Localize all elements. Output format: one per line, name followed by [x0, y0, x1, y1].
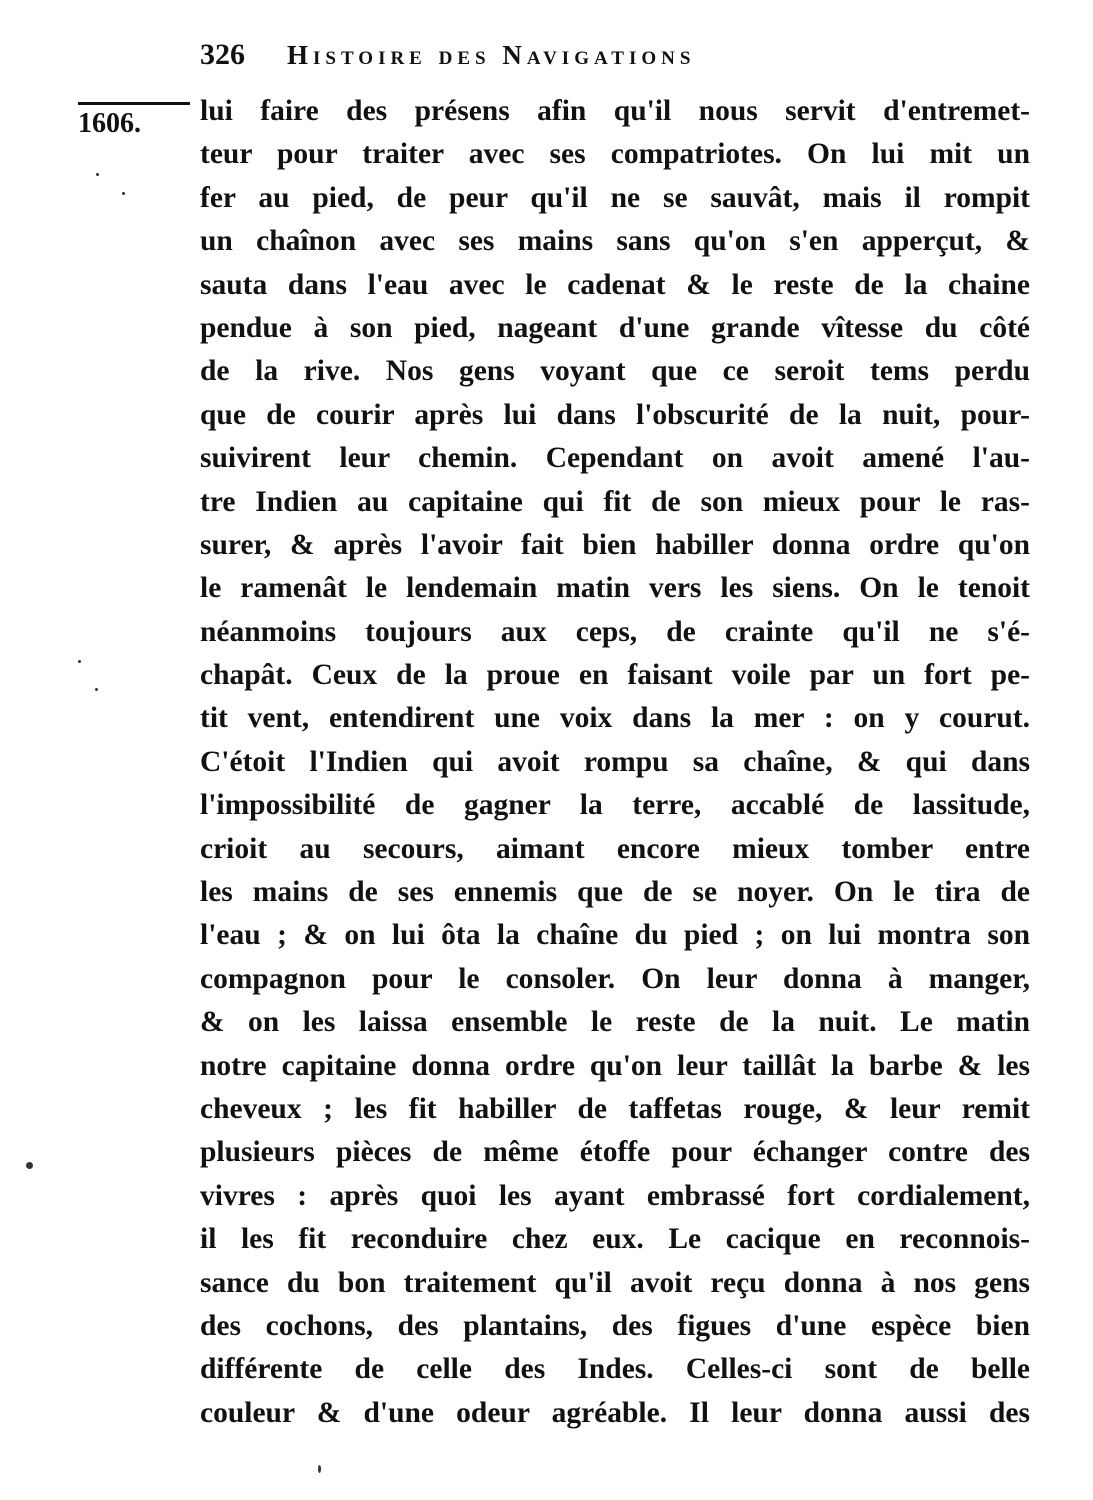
margin-year: 1606.: [78, 108, 141, 139]
text-line: crioit au secours, aimant encore mieux tomber entre: [200, 832, 1030, 865]
text-line: différente de celle des Indes. Celles-ci sont de belle: [200, 1353, 1030, 1386]
text-line: les mains de ses ennemis que de se noyer. On le tira de: [200, 876, 1030, 909]
page-number: 326: [200, 38, 245, 71]
text-line: compagnon pour le consoler. On leur donna à manger,: [200, 962, 1030, 995]
margin-rule: [78, 102, 190, 105]
text-line: chapât. Ceux de la proue en faisant voile par un fort pe-: [200, 659, 1030, 692]
text-line: vivres : après quoi les ayant embrassé fort cordialement,: [200, 1179, 1030, 1212]
text-line: suivirent leur chemin. Cependant on avoit amené l'au-: [200, 442, 1030, 475]
text-line: que de courir après lui dans l'obscurité de la nuit, pour-: [200, 398, 1030, 431]
text-line: cheveux ; les fit habiller de taffetas rouge, & leur remit: [200, 1092, 1030, 1125]
text-line: surer, & après l'avoir fait bien habiller donna ordre qu'on: [200, 528, 1030, 561]
text-line: C'étoit l'Indien qui avoit rompu sa chaîne, & qui dans: [200, 745, 1030, 778]
text-line: de la rive. Nos gens voyant que ce seroit tems perdu: [200, 355, 1030, 388]
ink-speck: [96, 173, 99, 176]
text-line: l'eau ; & on lui ôta la chaîne du pied ; on lui montra son: [200, 919, 1030, 952]
running-title: Histoire des Navigations: [287, 40, 696, 70]
text-line: notre capitaine donna ordre qu'on leur taillât la barbe & les: [200, 1049, 1030, 1082]
text-line: & on les laissa ensemble le reste de la nuit. Le matin: [200, 1006, 1030, 1039]
text-line: le ramenât le lendemain matin vers les siens. On le tenoit: [200, 572, 1030, 605]
ink-speck: [26, 1162, 33, 1169]
text-line: des cochons, des plantains, des figues d'une espèce bien: [200, 1309, 1030, 1342]
text-line: teur pour traiter avec ses compatriotes. On lui mit un: [200, 138, 1030, 171]
ink-speck: [122, 192, 125, 195]
text-line: un chaînon avec ses mains sans qu'on s'en apperçut, &: [200, 225, 1030, 258]
text-line: couleur & d'une odeur agréable. Il leur donna aussi des: [200, 1396, 1030, 1429]
text-line: pendue à son pied, nageant d'une grande vîtesse du côté: [200, 311, 1030, 344]
page-header: [200, 38, 940, 84]
text-line: tit vent, entendirent une voix dans la mer : on y courut.: [200, 702, 1030, 735]
text-line: sance du bon traitement qu'il avoit reçu donna à nos gens: [200, 1266, 1030, 1299]
ink-speck: [78, 660, 81, 663]
ink-speck: [95, 688, 98, 691]
text-line: sauta dans l'eau avec le cadenat & le reste de la chaine: [200, 268, 1030, 301]
ink-speck: [318, 1465, 321, 1473]
text-line: plusieurs pièces de même étoffe pour échanger contre des: [200, 1136, 1030, 1169]
text-line: il les fit reconduire chez eux. Le cacique en reconnois-: [200, 1223, 1030, 1256]
text-line: néanmoins toujours aux ceps, de crainte qu'il ne s'é-: [200, 615, 1030, 648]
text-line: l'impossibilité de gagner la terre, accablé de lassitude,: [200, 789, 1030, 822]
body-text: [200, 90, 1030, 1435]
text-line: fer au pied, de peur qu'il ne se sauvât, mais il rompit: [200, 181, 1030, 214]
text-line: tre Indien au capitaine qui fit de son mieux pour le ras-: [200, 485, 1030, 518]
text-line: lui faire des présens afin qu'il nous servit d'entremet-: [200, 95, 1030, 127]
